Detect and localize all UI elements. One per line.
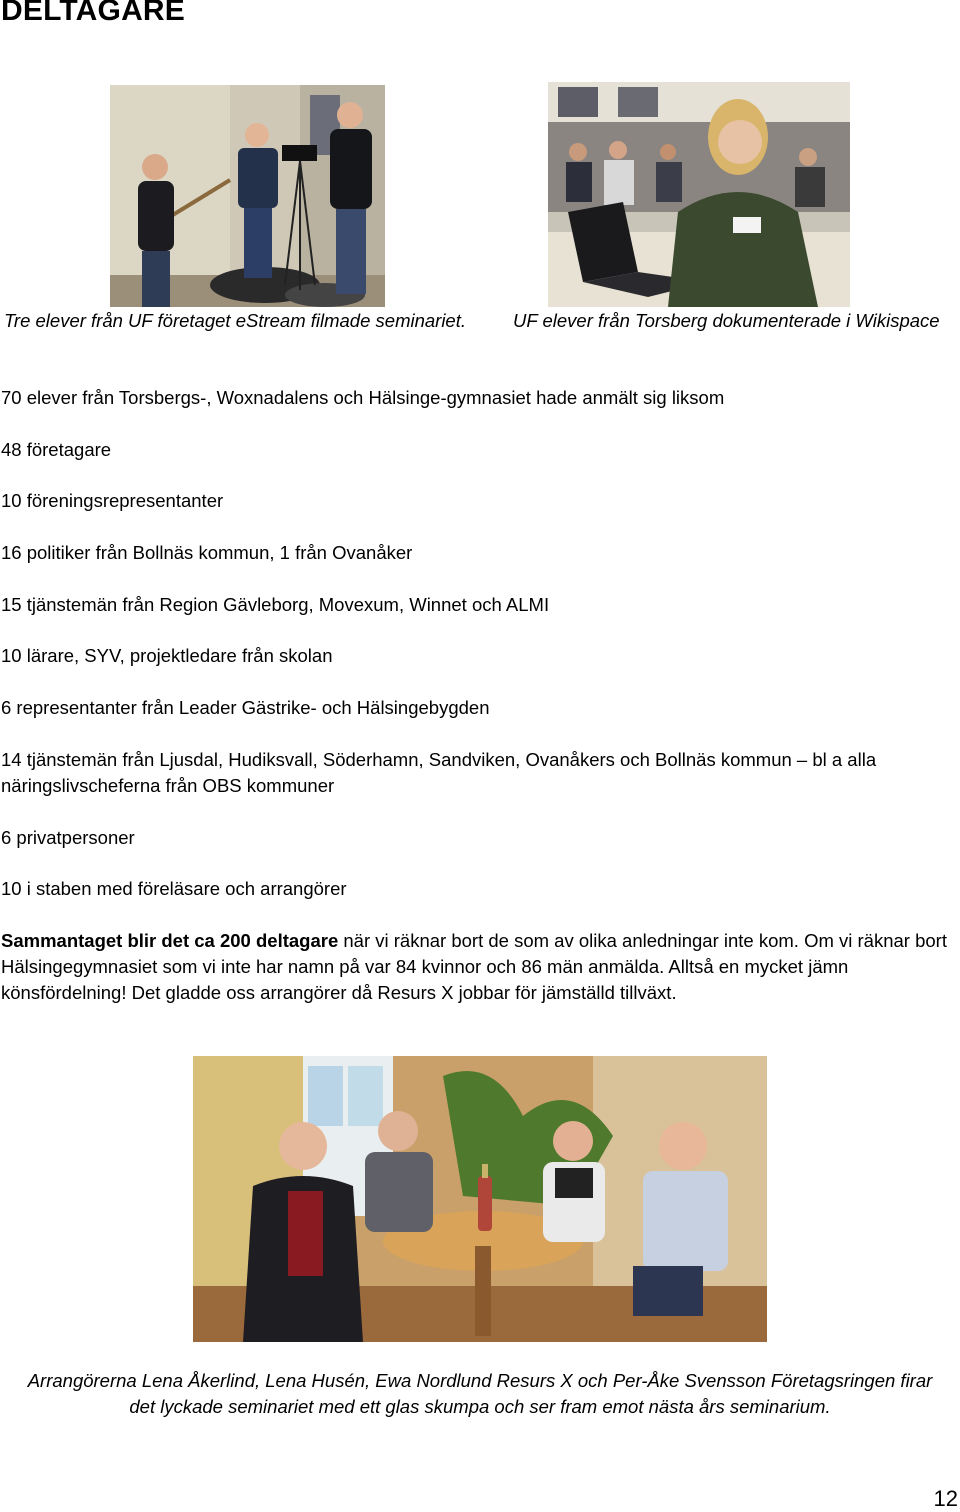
page-number: 12 [933, 1486, 958, 1511]
participant-line: 14 tjänstemän från Ljusdal, Hudiksvall, Söderhamn, Sandviken, Ovanåkers och Bollnäs kommun – bl a alla näringslivscheferna från OBS kommuner [1, 749, 877, 796]
page-heading: DELTAGARE [1, 0, 186, 27]
participant-line: 10 lärare, SYV, projektledare från skolan [1, 645, 333, 666]
participant-line: 15 tjänstemän från Region Gävleborg, Movexum, Winnet och ALMI [1, 594, 550, 615]
photo-wikispace-students [548, 82, 850, 307]
summary-bold: Sammantaget blir det ca 200 deltagare [1, 930, 339, 951]
participant-line: 10 i staben med föreläsare och arrangörer [1, 878, 347, 899]
participant-line: 48 företagare [1, 439, 112, 460]
summary-paragraph [1, 928, 956, 1006]
caption-arrangers: Arrangörerna Lena Åkerlind, Lena Husén, Ewa Nordlund Resurs X och Per-Åke Svensson Företagsringen firar det lyckade seminariet med ett glas skumpa och ser fram emot nästa års seminarium. [27, 1370, 933, 1417]
participant-line: 70 elever från Torsbergs-, Woxnadalens och Hälsinge-gymnasiet hade anmält sig liksom [1, 387, 725, 408]
participant-line: 6 privatpersoner [1, 827, 135, 848]
participant-line: 10 föreningsrepresentanter [1, 490, 224, 511]
photo-arrangers [193, 1056, 767, 1342]
participant-line: 6 representanter från Leader Gästrike- och Hälsingebygden [1, 697, 490, 718]
photo-estream-students [110, 85, 385, 307]
photo-arrangers-graphic [193, 1056, 767, 1342]
photo-wikispace-graphic [548, 82, 850, 307]
caption-estream: Tre elever från UF företaget eStream filmade seminariet. [4, 310, 467, 331]
participant-line: 16 politiker från Bollnäs kommun, 1 från Ovanåker [1, 542, 413, 563]
caption-wikispace: UF elever från Torsberg dokumenterade i Wikispace [513, 310, 940, 331]
summary-text: när vi räknar bort de som av olika anledningar inte kom. Om vi räknar bort Hälsingegymnasiet som vi inte har namn på var 84 kvinnor och 86 män anmälda. Alltså en mycket jämn könsfördelning! Det gladde oss arrangörer då Resurs X jobbar för jämställd tillväxt. [1, 930, 947, 1003]
photo-estream-graphic [110, 85, 385, 307]
